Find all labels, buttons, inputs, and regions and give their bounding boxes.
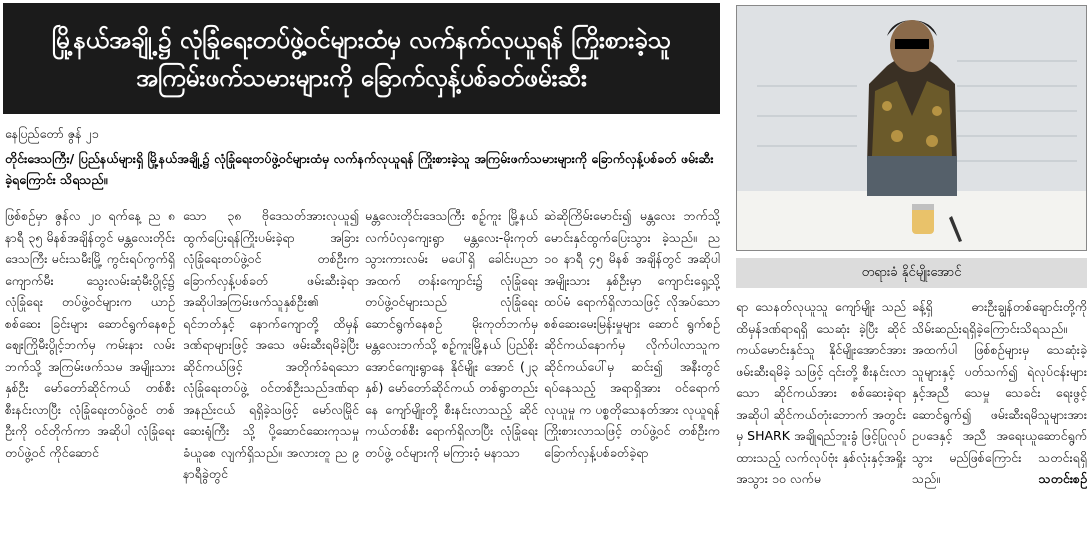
lead-paragraph: တိုင်းဒေသကြီး/ ပြည်နယ်များရှိ မြို့နယ်အချို့၌ လုံခြုံရေးတပ်ဖွဲ့ဝင်များထံမှ လက်နက်လုယူရန် ကြိုးစားခဲ့သူ အကြမ်းဖက်သမားများကို ခြောက်လှန့်ပစ်ခတ် ဖမ်းဆီးခဲ့ရကြောင်း သိရသည်။ [5,151,714,187]
article-column-3: မန္တလေးတိုင်းဒေသကြီး စဉ့်ကူး မြို့နယ် လက်ပံလှကျေးရွာ မန္တလေး-မိုးကုတ်သွားကားလမ်း မပေါ်ရှိ ခေါင်းပညာအထက် တန်းကျောင်း၌ လုံခြုံရေး တပ်ဖွဲ့ဝင်များသည် လုံခြုံရေး ဆောင်ရွက်နေစဉ် မိုးကုတ်ဘက်မှ မန္တလေးဘက်သို့ စဉ့်ကူးမြို့နယ် ပြည်စိုးအောင်ကျေးရွာနေ နိုင်မျိုး အောင် (၂၃ နှစ်) မော်တော်ဆိုင်ကယ် တစ်ရွာတည်းနေ ကျော်မျိုးတို့ စီးနင်းလာသည့် ဆိုင်ကယ်တစ်စီး ရောက်ရှိလာပြီး လုံခြုံရေးတပ်ဖွဲ့ ဝင်များကို မကြားဝံ့ မနာသာ [365,208,538,460]
headline-banner [3,3,720,114]
photo-caption: တရားခံ နိုင်မျိုးအောင် [736,258,1087,288]
headline-line-1: မြို့နယ်အချို့၌ လုံခြုံရေးတပ်ဖွဲ့ဝင်များထံမှ လက်နက်လုယူရန် ကြိုးစားခဲ့သူ [51,25,672,54]
suspect-photo-illustration [737,6,1087,251]
article-column-5: ရာ သေနတ်လုယူသူ ကျော်မျိုး သည် ထိမှန်ဒဏ်ရာရရှိ သေဆုံး ခဲ့ပြီး ဆိုင်ကယ်မောင်းနှင်သူ နိုင်မျိုးအောင်အား ဖမ်းဆီးရမိခဲ့ သဖြင့် ၎င်းတို့ စီးနင်းလာသော ဆိုင်ကယ်အား စစ်ဆေးခဲ့ရာ အဆိုပါ ဆိုင်ကယ်တုံးဘောက် အတွင်းမှ SHARK အချိုရည်ဘူးခွံ ဖြင့်ပြုလုပ်ထားသည့် လက်လုပ်ဗုံး နှစ်လုံးနှင့်အရှိုးအသွား ၁၀ လက်မ [736,299,906,486]
suspect-photo [736,5,1087,251]
article-column-2: သော ၃၈ ဗိုဒေသတ်အားလုယူ၍ ထွက်ပြေးရန်ကြိုးပမ်းခဲ့ရာ အခြား လုံခြုံရေးတပ်ဖွဲ့ဝင် တစ်ဦးက ခြောက်လှန့်ပစ်ခတ် ဖမ်းဆီးခဲ့ရာ အဆိုပါအကြမ်းဖက်သူနှစ်ဦး၏ ရင်ဘတ်နှင့် နောက်ကျောတို့ ထိမှန်ဒဏ်ရာများဖြင့် အသေ ဖမ်းဆီးရမိခဲ့ပြီး ဆိုင်ကယ်ဖြင့် အတိုက်ခံရသော လုံခြုံရေးတပ်ဖွဲ့ ဝင်တစ်ဦးသည်ဒဏ်ရာအနည်းငယ် ရရှိခဲ့သဖြင့် မော်လမြိုင်ဆေးရုံကြီး သို့ ပို့ဆောင်ဆေးကုသမှု ခံယူစေ လျက်ရှိသည်။ အလားတူ ည ၉ နာရီခွဲတွင် [183,208,359,481]
dateline: နေပြည်တော် ဇွန် ၂၁ [5,126,99,141]
article-column-4: ဆဲဆိုကြိမ်းမောင်း၍ မန္တလေး ဘက်သို့ မောင်းနှင်ထွက်ပြေးသွား ခဲ့သည်။ ည ၁၀ နာရီ ၄၅ မိနစ် အချိန်တွင် အဆိုပါအမျိုးသား နှစ်ဦးမှာ ကျောင်းရှေ့သို့ ထပ်မံ ရောက်ရှိလာသဖြင့် လိုအပ်သော စစ်ဆေးမေးမြန်းမှုများ ဆောင် ရွက်စဉ် ဆိုင်ကယ်နောက်မှ လိုက်ပါလာသူက ဆိုင်ကယ်ပေါ်မှ ဆင်း၍ အနီးတွင် ရပ်နေသည့် အရာရှိအား ဝင်ရောက်လုယူမှု က ပစ္စတိုသေနတ်အား လုယူရန် ကြိုးစားလာသဖြင့် တပ်ဖွဲ့ဝင် တစ်ဦးက ခြောက်လှန့်ပစ်ခတ်ခဲ့ရာ [544,208,720,460]
byline: သတင်းစဉ် [1038,471,1087,486]
article-column-6 [912,296,1087,536]
article-column-1: ဖြစ်စဉ်မှာ ဇွန်လ ၂၀ ရက်နေ့ ည ၈ နာရီ ၃၅ မိနစ်အချိန်တွင် မန္တလေးတိုင်းဒေသကြီး မင်းသမီးမြို့ ကွင်းရပ်ကွက်ရှိ ကျောက်မီး သွေးလမ်းဆုံမီးပွိုင့်၌ လုံခြုံရေး တပ်ဖွဲ့ဝင်များက ယာဉ်စစ်ဆေး ခြင်းများ ဆောင်ရွက်နေစဉ် ဈေးကြိုမီးပွိုင့်ဘက်မှ ကမ်းနား လမ်းဘက်သို့ အကြမ်းဖက်သမ အမျိုးသားနှစ်ဦး မော်တော်ဆိုင်ကယ် တစ်စီးစီးနင်းလာပြီး လုံခြုံရေးတပ်ဖွဲ့ဝင် တစ်ဦးကို ဝင်တိုက်ကာ အဆိုပါ လုံခြုံရေးတပ်ဖွဲ့ဝင် ကိုင်ဆောင် [5,208,175,460]
headline-line-2: အကြမ်းဖက်သမားများကို ခြောက်လှန့်ပစ်ခတ်ဖမ်းဆီး [136,63,587,92]
article-column-6-text: ခန့်ရှိ ဓားဦးချွန်တစ်ချောင်းတို့ကို သိမ်းဆည်းရရှိခဲ့ကြောင်းသိရသည်။ အထက်ပါ ဖြစ်စဉ်များမှ သေဆုံးခဲ့သူများနှင့် ပတ်သက်၍ ရဲလုပ်ငန်းများနှင့်အညီ သေမှု သေခင်း ရေးဖွင့်ဆောင်ရွက်၍ ဖမ်းဆီးရမိသူများအား ဥပဒေနှင့် အညီ အရေးယူဆောင်ရွက်သွား မည်ဖြစ်ကြောင်း သတင်းရရှိ သည်။ [912,299,1087,486]
